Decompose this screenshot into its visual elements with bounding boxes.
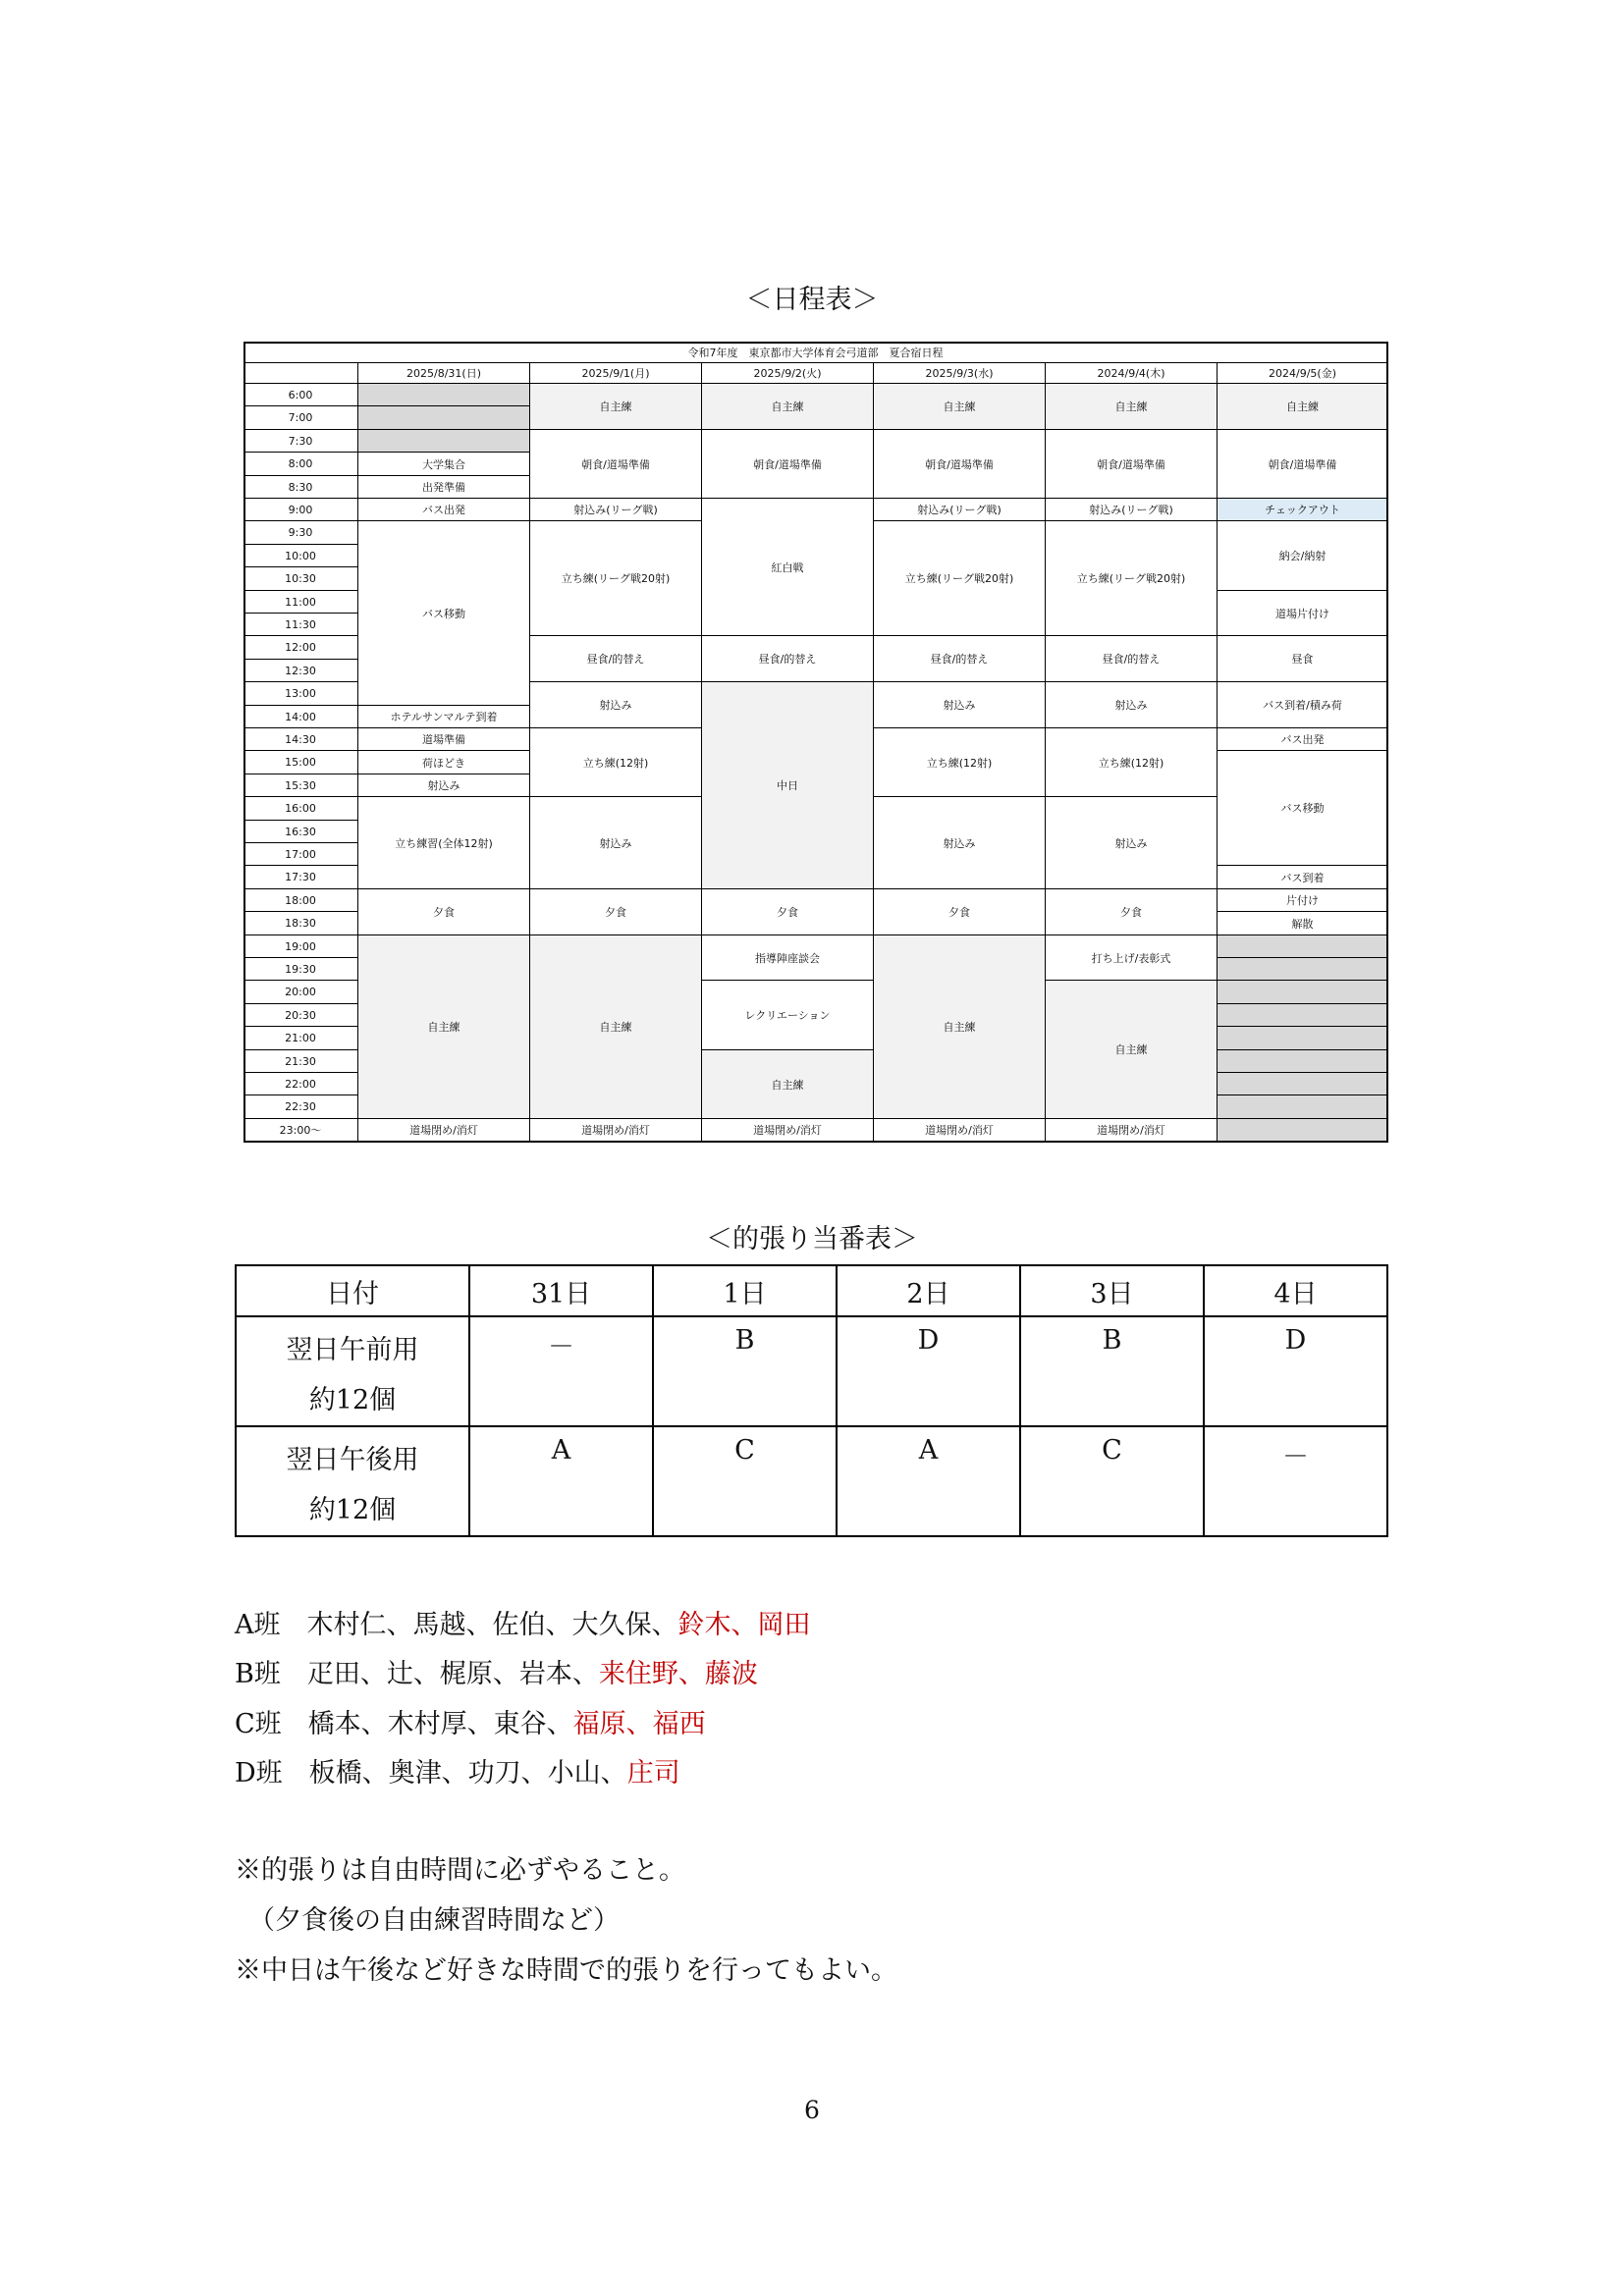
schedule-time-label: 14:30 (244, 728, 358, 751)
schedule-time-label: 22:00 (244, 1073, 358, 1095)
duty-row-label (236, 1426, 469, 1536)
schedule-empty-cell (358, 406, 530, 430)
schedule-event-lunch-mato: 昼食/的替え (874, 636, 1046, 682)
duty-header-row (236, 1265, 1387, 1316)
schedule-event-bus-depart: バス出発 (358, 499, 530, 521)
schedule-date-header: 2024/9/5(金) (1218, 363, 1388, 384)
schedule-time-label: 7:00 (244, 406, 358, 430)
schedule-empty-cell (1218, 1119, 1388, 1142)
duty-row-label-line2: 約12個 (308, 1495, 397, 1525)
schedule-event-jishu: 自主練 (702, 1050, 874, 1119)
team-b-members (235, 1652, 758, 1690)
schedule-time-label: 14:00 (244, 706, 358, 728)
schedule-title: ＜日程表＞ (745, 285, 879, 315)
schedule-time-label: 19:00 (244, 935, 358, 958)
schedule-empty-cell (1218, 981, 1388, 1004)
schedule-event-bus-arrive: バス到着 (1218, 866, 1388, 889)
team-members-black: B班 疋田、辻、梶原、岩本、 (235, 1659, 599, 1689)
duty-cell: D (837, 1316, 1020, 1426)
schedule-event-nokai: 納会/納射 (1218, 521, 1388, 591)
schedule-event-dinner: 夕食 (702, 889, 874, 935)
schedule-event-middle-day: 中日 (702, 682, 874, 889)
duty-header-cell: 31日 (469, 1265, 653, 1316)
schedule-time-label: 16:30 (244, 821, 358, 843)
schedule-event-hotel-arrive: ホテルサンマルテ到着 (358, 706, 530, 728)
schedule-event-standing-league: 立ち練(リーグ戦20射) (874, 521, 1046, 636)
team-d-members (235, 1751, 680, 1789)
schedule-header-blank (244, 363, 358, 384)
schedule-event-breakfast: 朝食/道場準備 (1218, 430, 1388, 499)
duty-header-cell: 2日 (837, 1265, 1020, 1316)
schedule-empty-cell (1218, 1050, 1388, 1073)
team-a-members (235, 1603, 811, 1641)
schedule-event-practice: 射込み (530, 682, 702, 728)
schedule-time-label: 22:30 (244, 1095, 358, 1119)
schedule-event-practice-league: 射込み(リーグ戦) (1046, 499, 1218, 521)
schedule-event-party: 打ち上げ/表彰式 (1046, 935, 1218, 981)
schedule-time-label: 19:30 (244, 958, 358, 981)
schedule-event-recreation: レクリエーション (702, 981, 874, 1050)
duty-header-cell: 3日 (1020, 1265, 1204, 1316)
schedule-event-lunch-mato: 昼食/的替え (702, 636, 874, 682)
schedule-event-practice-league: 射込み(リーグ戦) (530, 499, 702, 521)
schedule-event-practice: 射込み (1046, 682, 1218, 728)
schedule-time-label: 23:00〜 (244, 1119, 358, 1142)
schedule-event-breakfast: 朝食/道場準備 (702, 430, 874, 499)
schedule-time-label: 18:30 (244, 912, 358, 935)
schedule-time-label: 16:00 (244, 797, 358, 821)
schedule-event-practice-league: 射込み(リーグ戦) (874, 499, 1046, 521)
schedule-event-dinner: 夕食 (358, 889, 530, 935)
schedule-event-jishu: 自主練 (874, 384, 1046, 430)
duty-row-label-line2: 約12個 (308, 1385, 397, 1415)
duty-table (235, 1264, 1388, 1537)
team-c-members (235, 1702, 706, 1740)
schedule-empty-cell (1218, 1073, 1388, 1095)
duty-title: ＜的張り当番表＞ (706, 1224, 918, 1255)
schedule-event-breakfast: 朝食/道場準備 (874, 430, 1046, 499)
schedule-time-label: 15:00 (244, 751, 358, 774)
schedule-time-label: 7:30 (244, 430, 358, 453)
schedule-event-dismiss: 解散 (1218, 912, 1388, 935)
schedule-event-close-dojo: 道場閉め/消灯 (702, 1119, 874, 1142)
page-number: 6 (804, 2096, 820, 2124)
schedule-event-instructor-talk: 指導陣座談会 (702, 935, 874, 981)
schedule-event-dinner: 夕食 (1046, 889, 1218, 935)
schedule-event-jishu: 自主練 (358, 935, 530, 1119)
schedule-time-label: 21:30 (244, 1050, 358, 1073)
duty-row-morning (236, 1316, 1387, 1426)
schedule-event-jishu: 自主練 (1046, 384, 1218, 430)
schedule-event-kohaku: 紅白戦 (702, 499, 874, 636)
schedule-event-jishu: 自主練 (530, 935, 702, 1119)
schedule-event-standing-12: 立ち練(12射) (874, 728, 1046, 797)
duty-row-label-line1: 翌日午後用 (286, 1445, 419, 1475)
schedule-event-dojo-clean: 道場片付け (1218, 591, 1388, 636)
team-members-black: C班 橋本、木村厚、東谷、 (235, 1709, 573, 1739)
schedule-empty-cell (1218, 1095, 1388, 1119)
team-members-red: 庄司 (626, 1758, 680, 1789)
schedule-date-header: 2025/9/3(水) (874, 363, 1046, 384)
schedule-event-bus-arrive-load: バス到着/積み荷 (1218, 682, 1388, 728)
schedule-empty-cell (1218, 1004, 1388, 1027)
duty-header-cell: 4日 (1204, 1265, 1387, 1316)
schedule-table (244, 342, 1388, 1143)
duty-cell: A (469, 1426, 653, 1536)
duty-cell: B (653, 1316, 837, 1426)
duty-header-cell: 日付 (236, 1265, 469, 1316)
schedule-event-close-dojo: 道場閉め/消灯 (530, 1119, 702, 1142)
schedule-event-checkout: チェックアウト (1218, 499, 1388, 521)
schedule-empty-cell (358, 384, 530, 406)
schedule-event-practice: 射込み (358, 774, 530, 797)
schedule-event-unpack: 荷ほどき (358, 751, 530, 774)
schedule-event-lunch-mato: 昼食/的替え (530, 636, 702, 682)
schedule-empty-cell (1218, 935, 1388, 958)
schedule-time-label: 18:00 (244, 889, 358, 912)
team-members-red: 鈴木、岡田 (677, 1610, 811, 1640)
schedule-event-dinner: 夕食 (874, 889, 1046, 935)
note-line: （夕食後の自由練習時間など） (248, 1905, 620, 1936)
schedule-event-gather: 大学集合 (358, 453, 530, 476)
schedule-event-dojo-prep: 道場準備 (358, 728, 530, 751)
schedule-event-standing-12: 立ち練(12射) (530, 728, 702, 797)
schedule-time-label: 17:00 (244, 843, 358, 866)
schedule-event-bus-move: バス移動 (1218, 751, 1388, 866)
duty-row-label-line1: 翌日午前用 (286, 1335, 419, 1365)
schedule-event-lunch-mato: 昼食/的替え (1046, 636, 1218, 682)
team-members-black: D班 板橋、奥津、功刀、小山、 (235, 1758, 627, 1789)
duty-cell: A (837, 1426, 1020, 1536)
schedule-date-header: 2025/8/31(日) (358, 363, 530, 384)
schedule-time-label: 8:00 (244, 453, 358, 476)
schedule-time-label: 9:30 (244, 521, 358, 545)
duty-cell: － (1204, 1426, 1387, 1536)
schedule-event-dinner: 夕食 (530, 889, 702, 935)
duty-cell: C (1020, 1426, 1204, 1536)
schedule-event-practice: 射込み (874, 682, 1046, 728)
schedule-event-standing-12: 立ち練(12射) (1046, 728, 1218, 797)
schedule-event-jishu: 自主練 (530, 384, 702, 430)
schedule-event-jishu: 自主練 (702, 384, 874, 430)
schedule-event-practice: 射込み (874, 797, 1046, 889)
schedule-caption: 令和7年度 東京都市大学体育会弓道部 夏合宿日程 (244, 342, 1388, 363)
duty-cell: C (653, 1426, 837, 1536)
schedule-event-bus-move: バス移動 (358, 521, 530, 706)
duty-row-label (236, 1316, 469, 1426)
schedule-event-close-dojo: 道場閉め/消灯 (358, 1119, 530, 1142)
schedule-time-label: 10:30 (244, 567, 358, 591)
schedule-time-label: 12:00 (244, 636, 358, 660)
schedule-empty-cell (1218, 1027, 1388, 1050)
team-members-black: A班 木村仁、馬越、佐伯、大久保、 (235, 1610, 678, 1640)
schedule-time-label: 8:30 (244, 476, 358, 499)
schedule-time-label: 10:00 (244, 545, 358, 567)
schedule-event-standing-all: 立ち練習(全体12射) (358, 797, 530, 889)
schedule-time-label: 20:00 (244, 981, 358, 1004)
schedule-time-label: 11:30 (244, 614, 358, 636)
schedule-time-label: 20:30 (244, 1004, 358, 1027)
schedule-time-label: 9:00 (244, 499, 358, 521)
schedule-event-depart-prep: 出発準備 (358, 476, 530, 499)
schedule-time-label: 21:00 (244, 1027, 358, 1050)
schedule-event-standing-league: 立ち練(リーグ戦20射) (1046, 521, 1218, 636)
team-members-red: 来住野、藤波 (598, 1659, 758, 1689)
schedule-event-jishu: 自主練 (1218, 384, 1388, 430)
note-line: ※的張りは自由時間に必ずやること。 (235, 1855, 685, 1886)
note-line: ※中日は午後など好きな時間で的張りを行ってもよい。 (235, 1955, 897, 1986)
schedule-event-lunch: 昼食 (1218, 636, 1388, 682)
schedule-date-header: 2025/9/1(月) (530, 363, 702, 384)
schedule-date-header: 2025/9/2(火) (702, 363, 874, 384)
duty-cell: － (469, 1316, 653, 1426)
duty-cell: B (1020, 1316, 1204, 1426)
team-members-red: 福原、福西 (572, 1709, 706, 1739)
schedule-empty-cell (358, 430, 530, 453)
schedule-event-jishu: 自主練 (1046, 981, 1218, 1119)
schedule-event-breakfast: 朝食/道場準備 (1046, 430, 1218, 499)
duty-cell: D (1204, 1316, 1387, 1426)
schedule-empty-cell (1218, 958, 1388, 981)
schedule-event-close-dojo: 道場閉め/消灯 (1046, 1119, 1218, 1142)
schedule-event-breakfast: 朝食/道場準備 (530, 430, 702, 499)
schedule-event-bus-depart: バス出発 (1218, 728, 1388, 751)
schedule-time-label: 11:00 (244, 591, 358, 614)
schedule-time-label: 6:00 (244, 384, 358, 406)
duty-header-cell: 1日 (653, 1265, 837, 1316)
schedule-time-label: 17:30 (244, 866, 358, 889)
schedule-event-practice: 射込み (530, 797, 702, 889)
schedule-event-standing-league: 立ち練(リーグ戦20射) (530, 521, 702, 636)
schedule-time-label: 12:30 (244, 660, 358, 682)
schedule-event-practice: 射込み (1046, 797, 1218, 889)
schedule-event-cleanup: 片付け (1218, 889, 1388, 912)
schedule-time-label: 15:30 (244, 774, 358, 797)
duty-row-afternoon (236, 1426, 1387, 1536)
schedule-time-label: 13:00 (244, 682, 358, 706)
schedule-date-header: 2024/9/4(木) (1046, 363, 1218, 384)
schedule-event-close-dojo: 道場閉め/消灯 (874, 1119, 1046, 1142)
schedule-event-jishu: 自主練 (874, 935, 1046, 1119)
